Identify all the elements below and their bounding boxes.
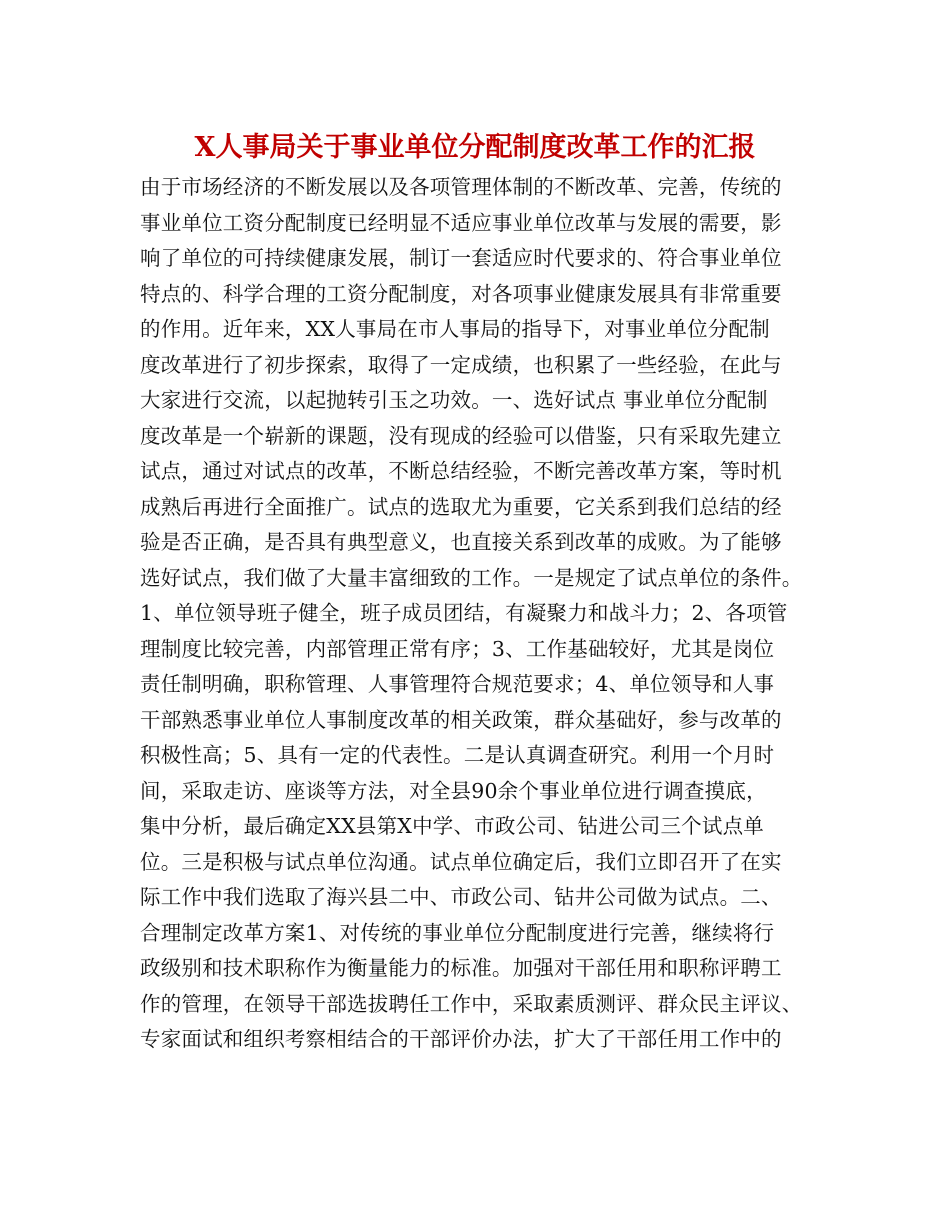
document-body (140, 170, 830, 1058)
body-line: 政级别和技术职称作为衡量能力的标准。加强对干部任用和职称评聘工 (140, 956, 782, 980)
body-line: 响了单位的可持续健康发展，制订一套适应时代要求的、符合事业单位 (140, 246, 782, 270)
body-line: 大家进行交流，以起抛转引玉之功效。一、选好试点 事业单位分配制 (140, 388, 768, 412)
body-line: 责任制明确，职称管理、人事管理符合规范要求；4、单位领导和人事 (140, 672, 775, 696)
document-title: X人事局关于事业单位分配制度改革工作的汇报 (194, 132, 756, 163)
body-line: 干部熟悉事业单位人事制度改革的相关政策，群众基础好，参与改革的 (140, 707, 782, 732)
body-line: 理制度比较完善，内部管理正常有序；3、工作基础较好，尤其是岗位 (140, 636, 775, 661)
body-line: 的作用。近年来，XX人事局在市人事局的指导下，对事业单位分配制 (140, 317, 770, 341)
body-line: 特点的、科学合理的工资分配制度，对各项事业健康发展具有非常重要 (140, 281, 782, 306)
body-line: 度改革进行了初步探索，取得了一定成绩，也积累了一些经验，在此与 (140, 352, 782, 377)
body-line: 1、单位领导班子健全，班子成员团结，有凝聚力和战斗力；2、各项管 (140, 601, 788, 625)
body-line: 积极性高；5、具有一定的代表性。二是认真调查研究。利用一个月时 (140, 743, 775, 767)
body-line: 专家面试和组织考察相结合的干部评价办法，扩大了干部任用工作中的 (140, 1027, 782, 1051)
body-line: 选好试点，我们做了大量丰富细致的工作。一是规定了试点单位的条件。 (140, 565, 803, 590)
body-line: 作的管理，在领导干部选拔聘任工作中，采取素质测评、群众民主评议、 (140, 991, 803, 1016)
body-line: 由于市场经济的不断发展以及各项管理体制的不断改革、完善，传统的 (140, 175, 782, 199)
body-line: 间，采取走访、座谈等方法，对全县90余个事业单位进行调查摸底， (140, 778, 767, 803)
body-line: 际工作中我们选取了海兴县二中、市政公司、钻井公司做为试点。二、 (140, 885, 782, 909)
body-line: 位。三是积极与试点单位沟通。试点单位确定后，我们立即召开了在实 (140, 849, 782, 874)
body-line: 事业单位工资分配制度已经明显不适应事业单位改革与发展的需要，影 (140, 210, 782, 235)
body-line: 试点，通过对试点的改革，不断总结经验，不断完善改革方案，等时机 (140, 459, 782, 483)
body-line: 集中分析，最后确定XX县第X中学、市政公司、钻进公司三个试点单 (140, 814, 764, 838)
body-line: 度改革是一个崭新的课题，没有现成的经验可以借鉴，只有采取先建立 (140, 423, 782, 448)
body-line: 成熟后再进行全面推广。试点的选取尤为重要，它关系到我们总结的经 (140, 494, 782, 519)
body-line: 验是否正确，是否具有典型意义，也直接关系到改革的成败。为了能够 (140, 530, 782, 554)
body-line: 合理制定改革方案1、对传统的事业单位分配制度进行完善，继续将行 (140, 920, 775, 945)
